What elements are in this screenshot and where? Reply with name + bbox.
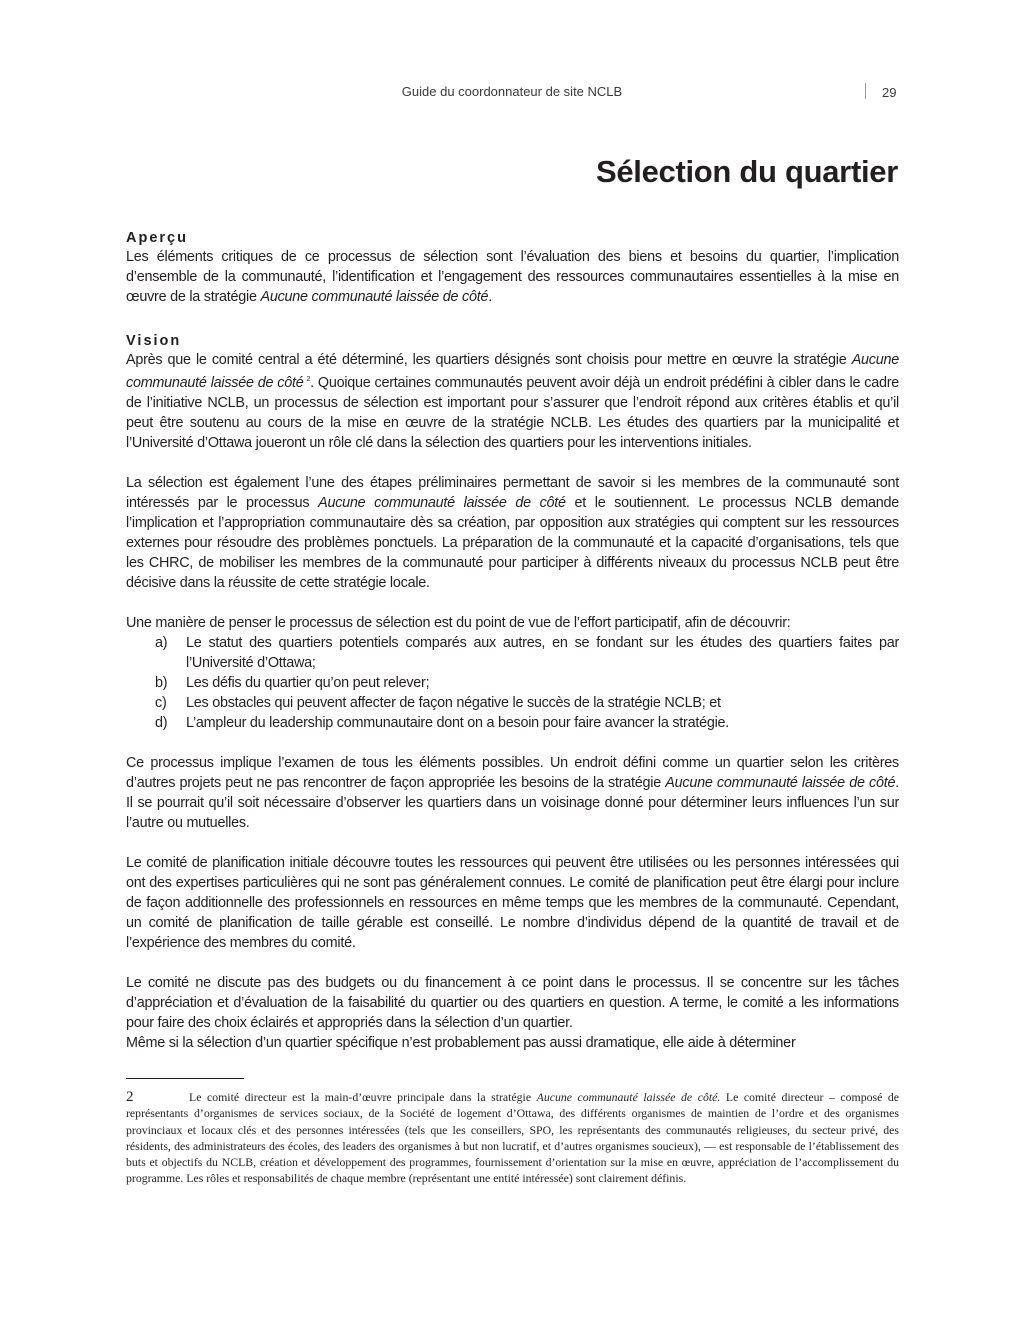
paragraph-vision-5: Le comité de planification initiale découvre toutes les ressources qui peuvent être utilisées ou les personnes intéressées qui ont des expertises particulières qui ne sont pas généralement connues. Le comité de planification peut être élargi pour inclure de façon additionnelle des professionnels en ressources en même temps que les membres de la communauté. Cependant, un comité de planification de taille gérable est conseillé. Le nombre d’individus dépend de la quantité de travail et de l’expérience des membres du comité. [126,855,899,951]
paragraph-vision-3: Une manière de penser le processus de sélection est du point de vue de l’effort participatif, afin de découvrir: [126,615,791,631]
running-header-title: Guide du coordonnateur de site NCLB [401,84,623,99]
footnote: 2 Le comité directeur est la main-d’œuvre principale dans la stratégie Aucune communauté laissée de côté. Le comité directeur – composé de représentants d’organismes de services sociaux, de la Société de logement d’Ottawa, des différents organismes de maintien de l’ordre et des organismes provinciaux et locaux clés et des personnes intéressées (tels que les conseillers, SPO, les représentants des communautés religieuses, du secteur privé, des résidents, des administrateurs des écoles, des leaders des organismes à but non lucratif, et d’autres organismes soucieux), — est responsable de l’établissement des buts et objectifs du NCLB, création et développement des programmes, fournissement d’orientation sur la mise en œuvre, appréciation de l’accomplissement du programme. Les rôles et responsabilités de chaque membre (représentant une entité intéressée) sont clairement définis. [126,1089,900,1186]
page-title: Sélection du quartier [595,154,898,189]
page-number: 29 [882,85,897,100]
paragraph-vision-6: Le comité ne discute pas des budgets ou du financement à ce point dans le processus. Il se concentre sur les tâches d’appréciation et d’évaluation de la faisabilité du quartier ou des quartiers en question. A terme, le comité a les informations pour faire des choix éclairés et appropriés dans la sélection d’un quartier. [126,975,899,1031]
header-divider [865,83,866,99]
list-item: c) Les obstacles qui peuvent affecter de façon négative le succès de la stratégie NCLB; et [155,695,721,711]
paragraph-vision-2: La sélection est également l’une des étapes préliminaires permettant de savoir si les membres de la communauté sont intéressés par le processus Aucune communauté laissée de côté et le soutiennent. Le processus NCLB demande l’implication et l’appropriation communautaire dès sa création, par opposition aux stratégies qui comptent sur les ressources externes pour résoudre des problèmes ponctuels. La préparation de la communauté et la capacité d’organisations, tels que les CHRC, de mobiliser les membres de la communauté pour participer à différents niveaux du processus NCLB peut être décisive dans la réussite de cette stratégie locale. [126,475,899,591]
section-heading-vision: Vision [126,333,182,349]
list-item: d) L’ampleur du leadership communautaire dont on a besoin pour faire avancer la stratégie. [155,715,730,731]
body-text [126,230,899,1053]
list-item: a) Le statut des quartiers potentiels comparés aux autres, en se fondant sur les études des quartiers faites par l’Université d’Ottawa; [155,635,899,671]
paragraph-apercu: Les éléments critiques de ce processus de sélection sont l’évaluation des biens et besoins du quartier, l’implication d’ensemble de la communauté, l’identification et l’engagement des ressources communautaires essentielles à la mise en œuvre de la stratégie Aucune communauté laissée de côté. [126,249,899,305]
section-heading-apercu: Aperçu [126,230,188,246]
footnote-number: 2 [126,1089,134,1105]
paragraph-vision-4: Ce processus implique l’examen de tous les éléments possibles. Un endroit défini comme un quartier selon les critères d’autres projets peut ne pas rencontrer de façon appropriée les besoins de la stratégie Aucune communauté laissée de côté. Il se pourrait qu’il soit nécessaire d’observer les quartiers dans un voisinage donné pour déterminer leurs influences l’un sur l’autre ou mutuelles. [126,755,899,831]
paragraph-vision-7: Même si la sélection d’un quartier spécifique n’est probablement pas aussi dramatique, elle aide à déterminer [126,1035,796,1051]
paragraph-vision-1: Après que le comité central a été déterminé, les quartiers désignés sont choisis pour mettre en œuvre la stratégie Aucune communauté laissée de côté $^2$. Quoique certaines communautés peuvent avoir déjà un endroit prédéfini à cibler dans le cadre de l’initiative NCLB, un processus de sélection est important pour s’assurer que l’endroit répond aux critères établis et qu’il peut être soutenu au cours de la mise en œuvre de la stratégie NCLB. Les études des quartiers par la municipalité et l’Université d’Ottawa joueront un rôle clé dans la sélection des quartiers pour les interventions initiales. [126,352,899,451]
footnote-divider [126,1078,244,1079]
footnote-reference: 2 [306,376,311,383]
criteria-list [126,633,899,733]
list-item: b) Les défis du quartier qu’on peut relever; [155,675,430,691]
